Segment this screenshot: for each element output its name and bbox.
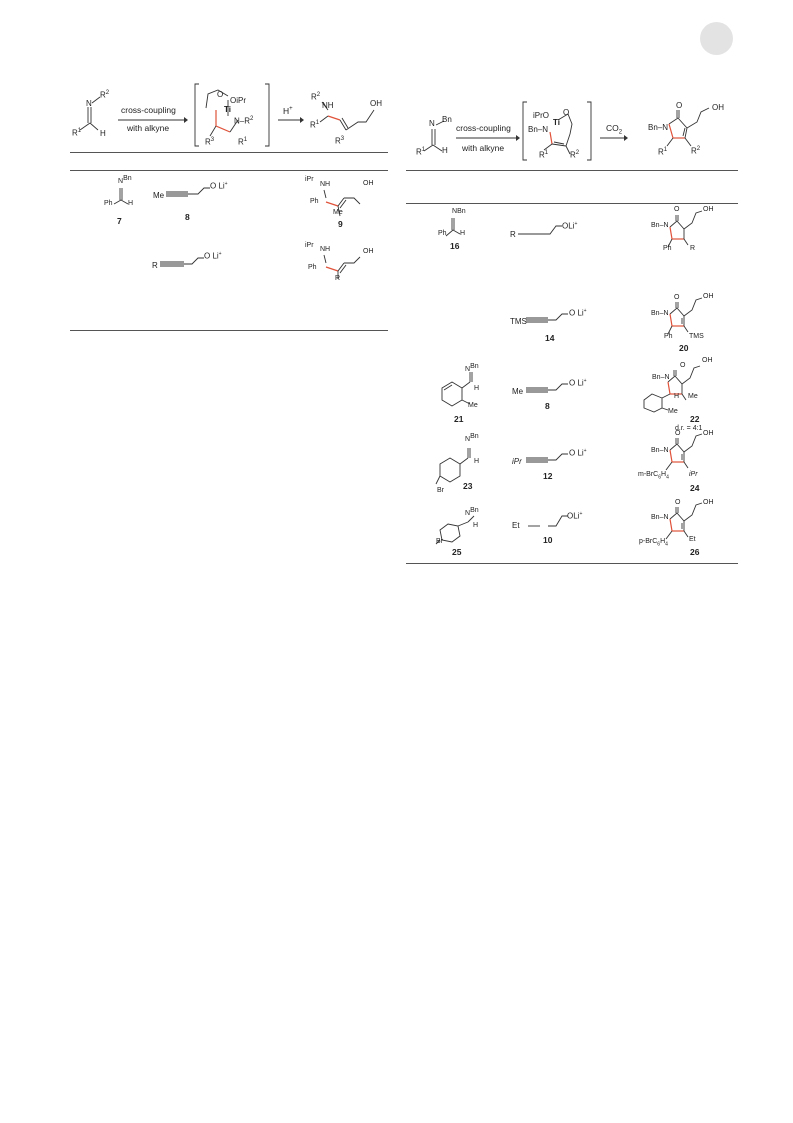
right-row3-prod-oh: OH — [702, 357, 713, 364]
right-row3-prod-note: d.r. = 4:1 — [675, 425, 703, 432]
left-row2-prod-oh: OH — [363, 248, 374, 255]
left-rule-3 — [70, 330, 388, 331]
right-row3-alkyne — [526, 382, 572, 396]
left-int-oipr: OiPr — [230, 96, 246, 105]
right-row3-alkyne-num: 8 — [545, 401, 550, 411]
left-arrow2 — [278, 117, 304, 125]
left-row2-prod-nh: NH — [320, 246, 331, 253]
right-row5-prod-ar: $p-BrC_6H_4$ — [639, 538, 668, 548]
page-badge-circle — [700, 22, 733, 55]
right-rule-3 — [406, 563, 738, 564]
right-row2-prod-oh: OH — [703, 293, 714, 300]
left-prod-r3: $R^3$ — [335, 136, 345, 146]
right-row4-prod-ar: $m-BrC_6H_4$ — [638, 471, 669, 481]
right-row3-prod-bn: Bn–N — [652, 374, 670, 381]
right-row4-imine-num: 23 — [463, 481, 473, 491]
right-row3-product — [640, 362, 720, 414]
right-row4-alkyne — [526, 452, 572, 466]
right-row1-imine-num: 16 — [450, 241, 460, 251]
right-row1-prod-o: O — [674, 206, 680, 213]
right-row4-imine-top: NBn — [465, 433, 479, 443]
right-row1-prod-ph: Ph — [663, 245, 672, 252]
right-row4-alkyne-post: O Li+ — [569, 448, 587, 458]
left-arrow1-top: cross-coupling — [121, 105, 176, 115]
right-row3-imine-me: Me — [468, 402, 478, 409]
right-row1-alkyne-post: OLi+ — [562, 221, 578, 231]
right-row2-alkyne-num: 14 — [545, 333, 555, 343]
left-arrow2-label: H+ — [283, 105, 293, 116]
left-row1-imine-top: NBn — [118, 175, 132, 185]
left-reactant-n: N — [86, 99, 92, 108]
left-prod-r1: $R^1$ — [310, 120, 320, 130]
right-row5-alkyne-pre: Et — [512, 521, 520, 530]
right-int-ti: Ti — [553, 118, 560, 127]
left-row1-prod-me: Me — [333, 209, 343, 216]
left-arrow1-bottom: with alkyne — [127, 123, 170, 133]
right-reactant-n: N — [429, 119, 435, 128]
left-int-n: $N-R^2$ — [234, 116, 254, 126]
right-prod-o: O — [676, 101, 683, 110]
left-row1-alkyne-num: 8 — [185, 212, 190, 222]
right-prod-r1: $R^1$ — [658, 147, 668, 157]
left-row1-alkyne — [166, 186, 212, 200]
right-int-o: O — [563, 108, 570, 117]
left-row1-prod-nh: NH — [320, 181, 331, 188]
right-row5-prod-bn: Bn–N — [651, 514, 669, 521]
left-row1-imine-ph: Ph — [104, 200, 113, 207]
left-prod-oh: OH — [370, 99, 382, 108]
right-row4-imine — [430, 440, 490, 488]
right-row2-prod-ph: Ph — [664, 333, 673, 340]
right-row1-imine-ph: Ph — [438, 230, 447, 237]
right-row3-imine-top: NBn — [465, 363, 479, 373]
right-row1-prod-r: R — [690, 245, 696, 252]
left-prod-nh: NH — [322, 101, 334, 110]
right-row1-imine-h: H — [460, 230, 466, 237]
left-row1-alkyne-pre: Me — [153, 191, 165, 200]
right-row3-alkyne-post: O Li+ — [569, 378, 587, 388]
left-rule-2 — [70, 170, 388, 171]
right-row5-alkyne-post: OLi+ — [567, 511, 583, 521]
right-int-r2: $R^2$ — [570, 150, 580, 160]
left-int-o: O — [217, 90, 224, 99]
left-row2-prod-ipr: iPr — [305, 242, 314, 249]
right-row2-prod-num: 20 — [679, 343, 689, 353]
right-arrow2 — [600, 135, 628, 143]
right-prod-bn: Bn–N — [648, 123, 669, 132]
left-row2-alkyne — [160, 256, 208, 270]
right-row5-prod-o: O — [675, 499, 681, 506]
left-row2-alkyne-post: O Li+ — [204, 251, 222, 261]
right-row5-imine-br: Br — [436, 538, 443, 545]
right-row2-prod-sub: TMS — [689, 333, 704, 340]
left-reactant-r1: $R^1$ — [72, 128, 82, 138]
right-row5-imine-h: H — [473, 522, 479, 529]
right-row4-imine-h: H — [474, 458, 480, 465]
right-row2-alkyne-post: O Li+ — [569, 308, 587, 318]
right-row3-prod-num: 22 — [690, 414, 700, 424]
right-rule-2 — [406, 203, 738, 204]
right-row1-prod-oh: OH — [703, 206, 714, 213]
right-row3-prod-o: O — [680, 362, 686, 369]
right-row5-prod-num: 26 — [690, 547, 700, 557]
right-row5-alkyne — [526, 514, 572, 530]
right-row4-alkyne-num: 12 — [543, 471, 553, 481]
right-row3-alkyne-pre: Me — [512, 387, 524, 396]
right-row3-imine — [430, 363, 490, 412]
right-row2-alkyne-pre: TMS — [510, 317, 527, 326]
left-row1-prod-oh: OH — [363, 180, 374, 187]
right-row2-alkyne — [526, 312, 572, 326]
right-row5-imine-num: 25 — [452, 547, 462, 557]
right-reactant-h: H — [442, 146, 448, 155]
left-rule-1 — [70, 152, 388, 153]
right-reactant-bn: Bn — [442, 115, 452, 124]
left-reactant-h: H — [100, 129, 106, 138]
left-reactant-r2: $R^2$ — [100, 90, 110, 100]
left-row2-alkyne-pre: R — [152, 261, 158, 270]
right-int-bn: Bn–N — [528, 125, 549, 134]
left-prod-r2: $R^2$ — [311, 92, 321, 102]
right-row3-prod-h: H — [674, 393, 680, 400]
right-row4-imine-br: Br — [437, 487, 444, 494]
right-reactant-r1: $R^1$ — [416, 147, 426, 157]
left-int-ti: Ti — [224, 105, 231, 114]
right-row3-prod-sub: Me — [688, 393, 698, 400]
left-row1-imine-h: H — [128, 200, 134, 207]
right-row4-prod-num: 24 — [690, 483, 700, 493]
right-row4-alkyne-pre: iPr — [512, 457, 522, 466]
right-rule-1 — [406, 170, 738, 171]
right-prod-oh: OH — [712, 103, 724, 112]
right-row1-prod-bn: Bn–N — [651, 222, 669, 229]
right-row2-prod-bn: Bn–N — [651, 310, 669, 317]
right-row5-prod-sub: Et — [689, 536, 696, 543]
right-row2-prod-o: O — [674, 294, 680, 301]
right-int-r1: $R^1$ — [539, 150, 549, 160]
left-row1-alkyne-post: O Li+ — [210, 181, 228, 191]
right-arrow2-label: $CO_2$ — [606, 123, 623, 136]
left-row1-prod-ph: Ph — [310, 198, 319, 205]
right-int-ipro: iPrO — [533, 111, 549, 120]
right-row3-prod-me2: Me — [668, 408, 678, 415]
right-row1-alkyne — [518, 224, 564, 238]
right-row1-imine-top: NBn — [452, 208, 466, 215]
right-arrow1-top: cross-coupling — [456, 123, 511, 133]
left-row1-prod-num: 9 — [338, 219, 343, 229]
left-row2-prod-ph: Ph — [308, 264, 317, 271]
right-row4-prod-o: O — [675, 430, 681, 437]
right-prod-r2: $R^2$ — [691, 146, 701, 156]
right-row4-prod-oh: OH — [703, 430, 714, 437]
left-row1-imine-num: 7 — [117, 216, 122, 226]
right-row3-imine-h: H — [474, 385, 480, 392]
right-row4-prod-bn: Bn–N — [651, 447, 669, 454]
left-int-r3: $R^3$ — [205, 137, 215, 147]
left-row2-prod-r: R — [335, 275, 341, 282]
right-row1-alkyne-pre: R — [510, 230, 516, 239]
left-int-r1: $R^1$ — [238, 137, 248, 147]
right-arrow1-bottom: with alkyne — [462, 143, 505, 153]
right-row4-prod-sub: iPr — [689, 471, 698, 478]
right-row5-prod-oh: OH — [703, 499, 714, 506]
right-row5-alkyne-num: 10 — [543, 535, 553, 545]
right-row5-imine-top: NBn — [465, 507, 479, 517]
right-arrow1 — [456, 135, 520, 143]
left-row1-prod-ipr: iPr — [305, 176, 314, 183]
right-row3-imine-num: 21 — [454, 414, 464, 424]
